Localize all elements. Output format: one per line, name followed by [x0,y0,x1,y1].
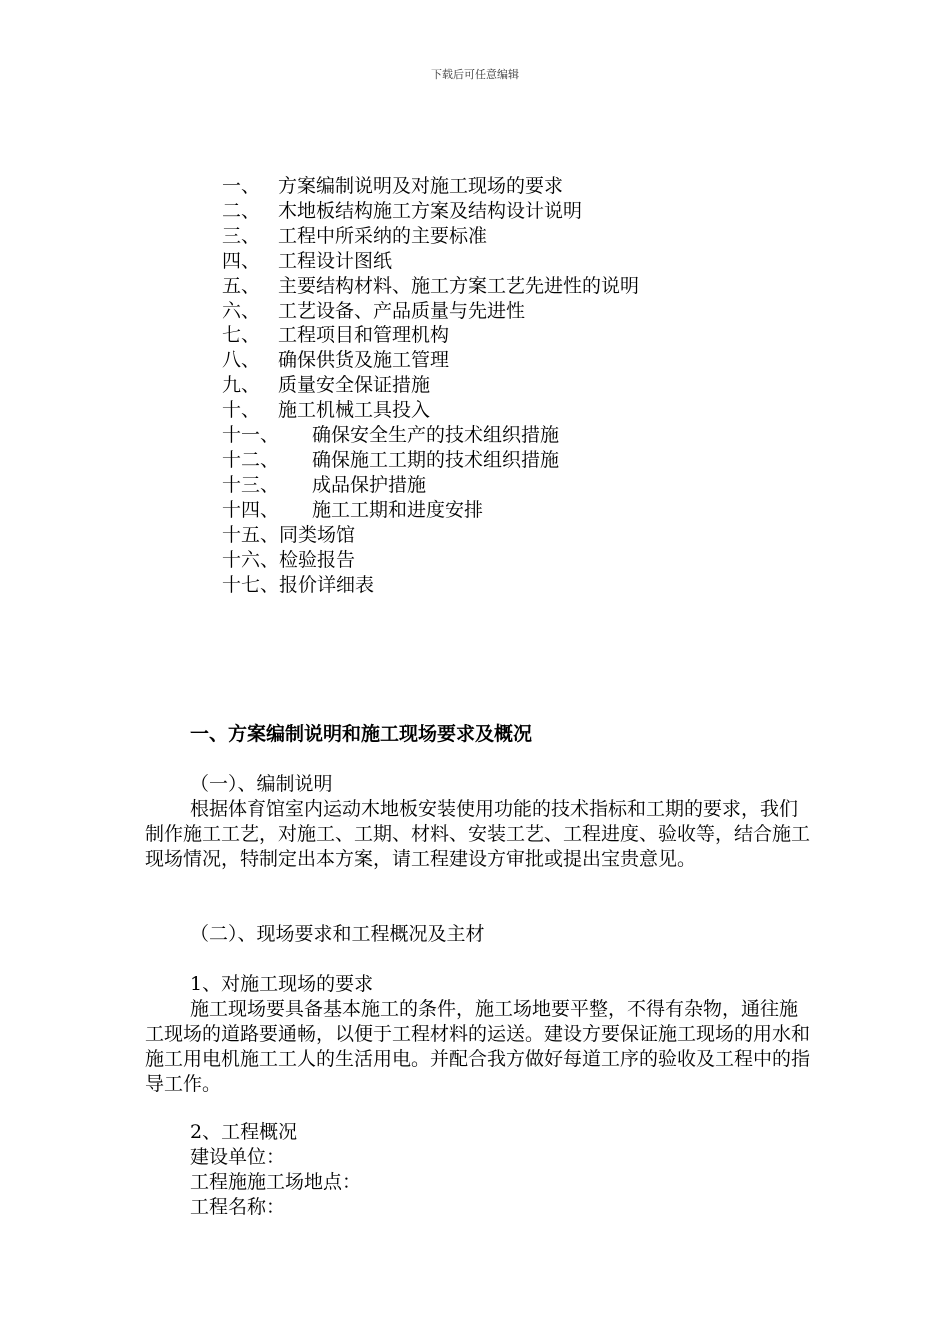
toc-item [222,573,639,598]
page-header: 下载后可任意编辑 [431,68,519,81]
toc-text: 工艺设备、产品质量与先进性 [278,299,526,322]
table-of-contents [222,174,639,597]
toc-number: 六、 [222,299,261,322]
body-paragraph: 施工现场要具备基本施工的条件，施工场地要平整，不得有杂物，通往施工现场的道路要通畅，以便于工程材料的运送。建设方要保证施工现场的用水和施工用电机施工工人的生活用电。并配合我方做好每道工序的验收及工程中的指导工作。 [145,998,811,1095]
toc-text: 报价详细表 [279,573,375,596]
toc-number: 一、 [222,175,261,197]
toc-number: 五、 [222,274,261,297]
toc-item [222,274,639,299]
toc-item [222,174,639,199]
subsection-heading: （二）、现场要求和工程概况及主材 [190,923,485,945]
toc-item [222,498,639,523]
toc-number: 十二、 [222,448,280,471]
toc-text: 确保供货及施工管理 [278,349,450,372]
toc-text: 成品保护措施 [312,473,427,496]
toc-item [222,373,639,398]
toc-number: 十一、 [222,424,280,447]
body-paragraph: 根据体育馆室内运动木地板安装使用功能的技术指标和工期的要求，我们制作施工工艺，对施工、工期、材料、安装工艺、工程进度、验收等，结合施工现场情况，特制定出本方案，请工程建设方审批或提出宝贵意见。 [145,798,811,870]
field-label: 工程施施工场地点： [190,1171,362,1193]
toc-item [222,299,639,324]
toc-number: 二、 [222,199,261,222]
toc-number: 十五、 [222,523,280,546]
toc-item [222,473,639,498]
toc-item [222,348,639,373]
toc-item [222,224,639,249]
toc-text: 确保安全生产的技术组织措施 [312,424,560,447]
toc-text: 同类场馆 [279,523,356,546]
field-label: 工程名称： [190,1196,286,1218]
toc-number: 三、 [222,224,261,247]
toc-text: 木地板结构施工方案及结构设计说明 [278,199,583,222]
toc-number: 十三、 [222,473,280,496]
toc-item [222,548,639,573]
toc-text: 确保施工工期的技术组织措施 [312,448,560,471]
toc-text: 工程项目和管理机构 [278,324,450,347]
toc-text: 方案编制说明及对施工现场的要求 [278,175,564,197]
item-heading: 2、工程概况 [190,1121,298,1143]
toc-text: 施工工期和进度安排 [312,498,484,521]
toc-number: 十、 [222,399,261,422]
toc-text: 主要结构材料、施工方案工艺先进性的说明 [278,274,640,297]
toc-item [222,199,639,224]
toc-number: 十六、 [222,548,280,571]
item-heading: 1、对施工现场的要求 [190,973,374,995]
toc-number: 七、 [222,324,261,347]
toc-text: 质量安全保证措施 [278,374,431,397]
toc-text: 工程中所采纳的主要标准 [278,224,488,247]
toc-item [222,448,639,473]
toc-number: 十七、 [222,573,280,596]
toc-text: 检验报告 [279,548,356,571]
toc-item [222,323,639,348]
field-label: 建设单位： [190,1146,286,1168]
toc-number: 九、 [222,374,261,397]
toc-item [222,523,639,548]
toc-number: 四、 [222,249,261,272]
toc-item [222,423,639,448]
toc-text: 工程设计图纸 [278,249,393,272]
toc-item [222,249,639,274]
section-title: 一、方案编制说明和施工现场要求及概况 [190,723,533,745]
toc-item [222,398,639,423]
subsection-heading: （一）、编制说明 [190,773,333,795]
toc-number: 八、 [222,349,261,372]
toc-number: 十四、 [222,498,280,521]
toc-text: 施工机械工具投入 [278,399,431,422]
